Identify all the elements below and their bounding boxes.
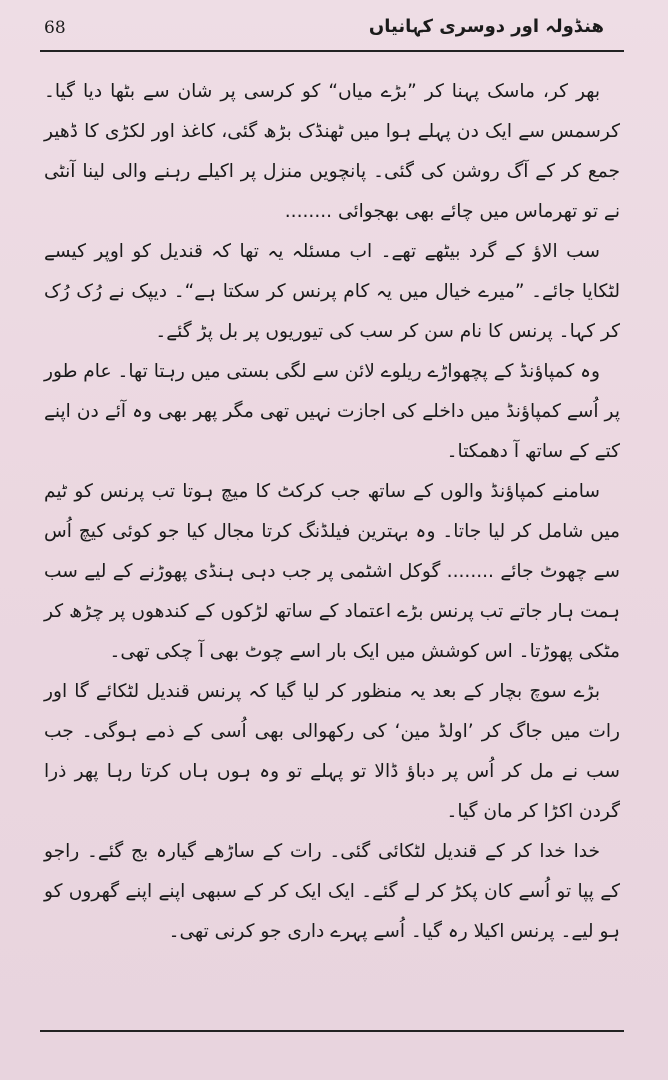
page-number: 68 bbox=[44, 18, 66, 38]
paragraph: خدا خدا کر کے قندیل لٹکائی گئی۔ رات کے ساڑھے گیارہ بج گئے۔ راجو کے پپا تو اُسے کان پکڑ کر لے گئے۔ ایک ایک کر کے سبھی اپنے اپنے گھروں کو ہو لیے۔ پرنس اکیلا رہ گیا۔ اُسے پہرے داری جو کرنی تھی۔ bbox=[44, 841, 620, 942]
header-rule bbox=[40, 50, 624, 52]
running-title: ھنڈولہ اور دوسری کہانیاں bbox=[368, 16, 604, 37]
footer-rule bbox=[40, 1030, 624, 1032]
paragraph: بھر کر، ماسک پہنا کر ”بڑے میاں“ کو کرسی پر شان سے بٹھا دیا گیا۔ کرسمس سے ایک دن پہلے ہوا میں ٹھنڈک بڑھ گئی، کاغذ اور لکڑی کا ڈھیر جمع کر کے آگ روشن کی گئی۔ پانچویں منزل پر اکیلے رہنے والی لینا آنٹی نے تو تھرماس میں چائے بھی بھجوائی ........ bbox=[44, 81, 620, 222]
paragraph: سب الاؤ کے گرد بیٹھے تھے۔ اب مسئلہ یہ تھا کہ قندیل کو اوپر کیسے لٹکایا جائے۔ ”میرے خیال میں یہ کام پرنس کر سکتا ہے“۔ دیپک نے رُک رُک کر کہا۔ پرنس کا نام سن کر سب کی تیوریوں پر بل پڑ گئے۔ bbox=[44, 241, 620, 342]
paragraph: سامنے کمپاؤنڈ والوں کے ساتھ جب کرکٹ کا میچ ہوتا تب پرنس کو ٹیم میں شامل کر لیا جاتا۔ وہ بہترین فیلڈنگ کرتا مجال کیا جو کوئی کیچ اُس سے چھوٹ جائے ........ گوکل اشٹمی پر جب دہی ہنڈی پھوڑنے کے لیے سب ہمت ہار جاتے تب پرنس بڑے اعتماد کے ساتھ لڑکوں کے کندھوں پر چڑھ کر مٹکی پھوڑتا۔ اس کوشش میں ایک بار اسے چوٹ بھی آ چکی تھی۔ bbox=[44, 481, 620, 662]
paragraph: وہ کمپاؤنڈ کے پچھواڑے ریلوے لائن سے لگی بستی میں رہتا تھا۔ عام طور پر اُسے کمپاؤنڈ میں داخلے کی اجازت نہیں تھی مگر پھر بھی وہ آئے دن اپنے کتے کے ساتھ آ دھمکتا۔ bbox=[44, 361, 620, 462]
paragraph: بڑے سوچ بچار کے بعد یہ منظور کر لیا گیا کہ پرنس قندیل لٹکائے گا اور رات میں جاگ کر ’اولڈ مین‘ کی رکھوالی بھی اُسی کے ذمے ہوگی۔ جب سب نے مل کر اُس پر دباؤ ڈالا تو پہلے تو وہ ہوں ہاں کرتا رہا پھر ذرا گردن اکڑا کر مان گیا۔ bbox=[44, 681, 620, 822]
page-body bbox=[44, 72, 620, 952]
page-header bbox=[40, 14, 628, 48]
